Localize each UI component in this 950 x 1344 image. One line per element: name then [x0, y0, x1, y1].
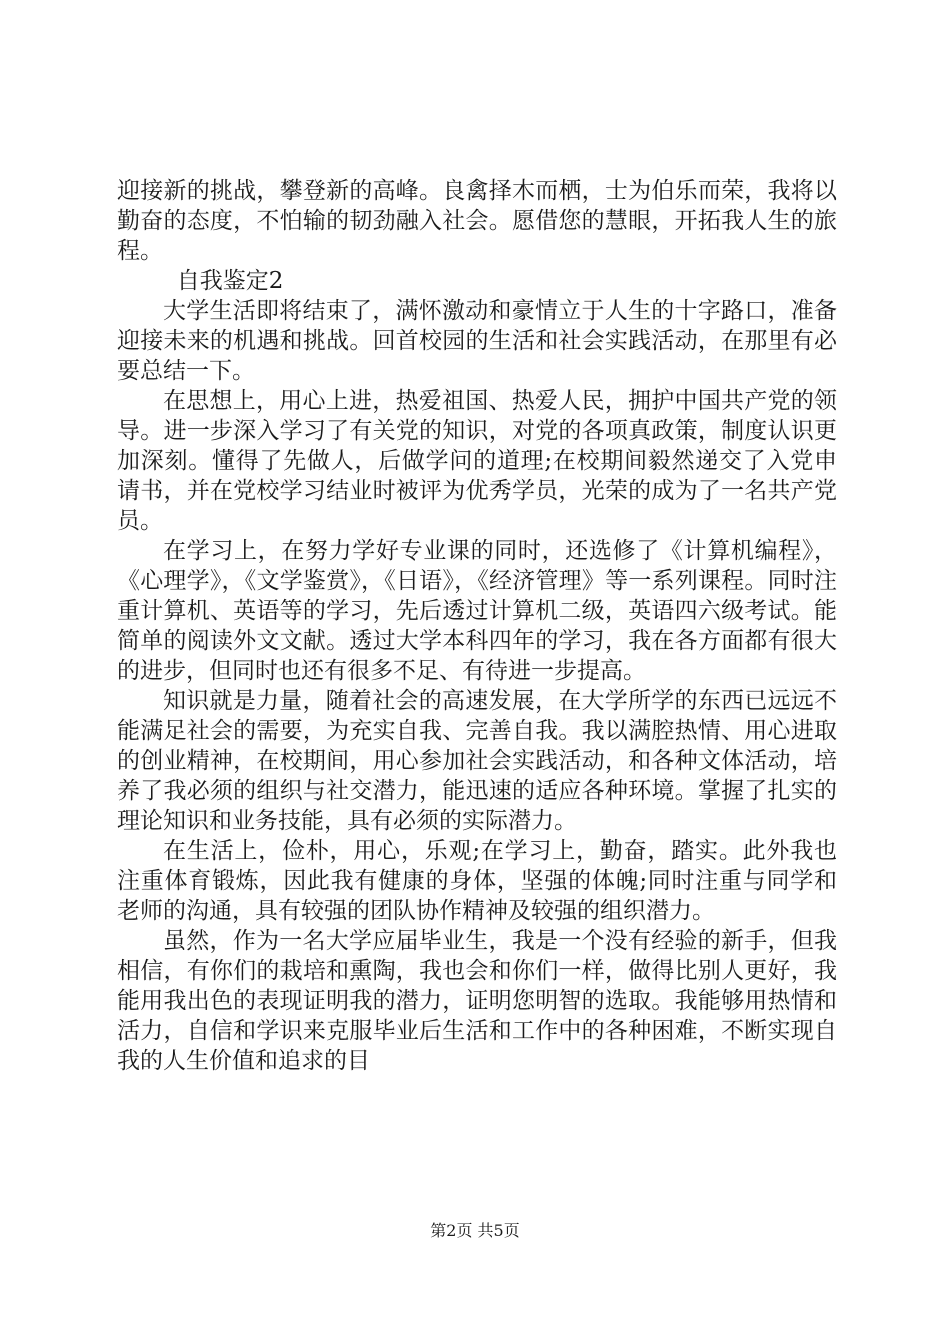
paragraph-thought: 在思想上，用心上进，热爱祖国、热爱人民，拥护中国共产党的领导。进一步深入学习了有关党的知识，对党的各项真政策，制度认识更加深刻。懂得了先做人，后做学问的道理;在校期间毅然递交了入党申请书，并在党校学习结业时被评为优秀学员，光荣的成为了一名共产党员。 — [117, 388, 837, 534]
page-number-footer: 第2页 共5页 — [430, 1221, 520, 1240]
paragraph-closing: 虽然，作为一名大学应届毕业生，我是一个没有经验的新手，但我相信，有你们的栽培和熏陶，我也会和你们一样，做得比别人更好，我能用我出色的表现证明我的潜力，证明您明智的选取。我能够用热情和活力，自信和学识来克服毕业后生活和工作中的各种困难，不断实现自我的人生价值和追求的目 — [117, 928, 837, 1074]
document-body — [117, 176, 837, 1076]
section-heading: 自我鉴定2 — [176, 268, 284, 294]
paragraph-study: 在学习上，在努力学好专业课的同时，还选修了《计算机编程》，《心理学》，《文学鉴赏》，《日语》，《经济管理》等一系列课程。同时注重计算机、英语等的学习，先后透过计算机二级，英语四六级考试。能简单的阅读外文文献。透过大学本科四年的学习，我在各方面都有很大的进步，但同时也还有很多不足、有待进一步提高。 — [117, 538, 837, 684]
paragraph-life: 在生活上，俭朴，用心，乐观;在学习上，勤奋，踏实。此外我也注重体育锻炼，因此我有健康的身体，坚强的体魄;同时注重与同学和老师的沟通，具有较强的团队协作精神及较强的组织潜力。 — [117, 838, 837, 924]
paragraph-intro: 大学生活即将结束了，满怀激动和豪情立于人生的十字路口，准备迎接未来的机遇和挑战。回首校园的生活和社会实践活动，在那里有必要总结一下。 — [117, 298, 837, 384]
paragraph-knowledge: 知识就是力量，随着社会的高速发展，在大学所学的东西已远远不能满足社会的需要，为充实自我、完善自我。我以满腔热情、用心进取的创业精神，在校期间，用心参加社会实践活动，和各种文体活动，培养了我必须的组织与社交潜力，能迅速的适应各种环境。掌握了扎实的理论知识和业务技能，具有必须的实际潜力。 — [117, 688, 837, 834]
paragraph-continuation: 迎接新的挑战，攀登新的高峰。良禽择木而栖，士为伯乐而荣，我将以勤奋的态度，不怕输的韧劲融入社会。愿借您的慧眼，开拓我人生的旅程。 — [117, 178, 837, 264]
